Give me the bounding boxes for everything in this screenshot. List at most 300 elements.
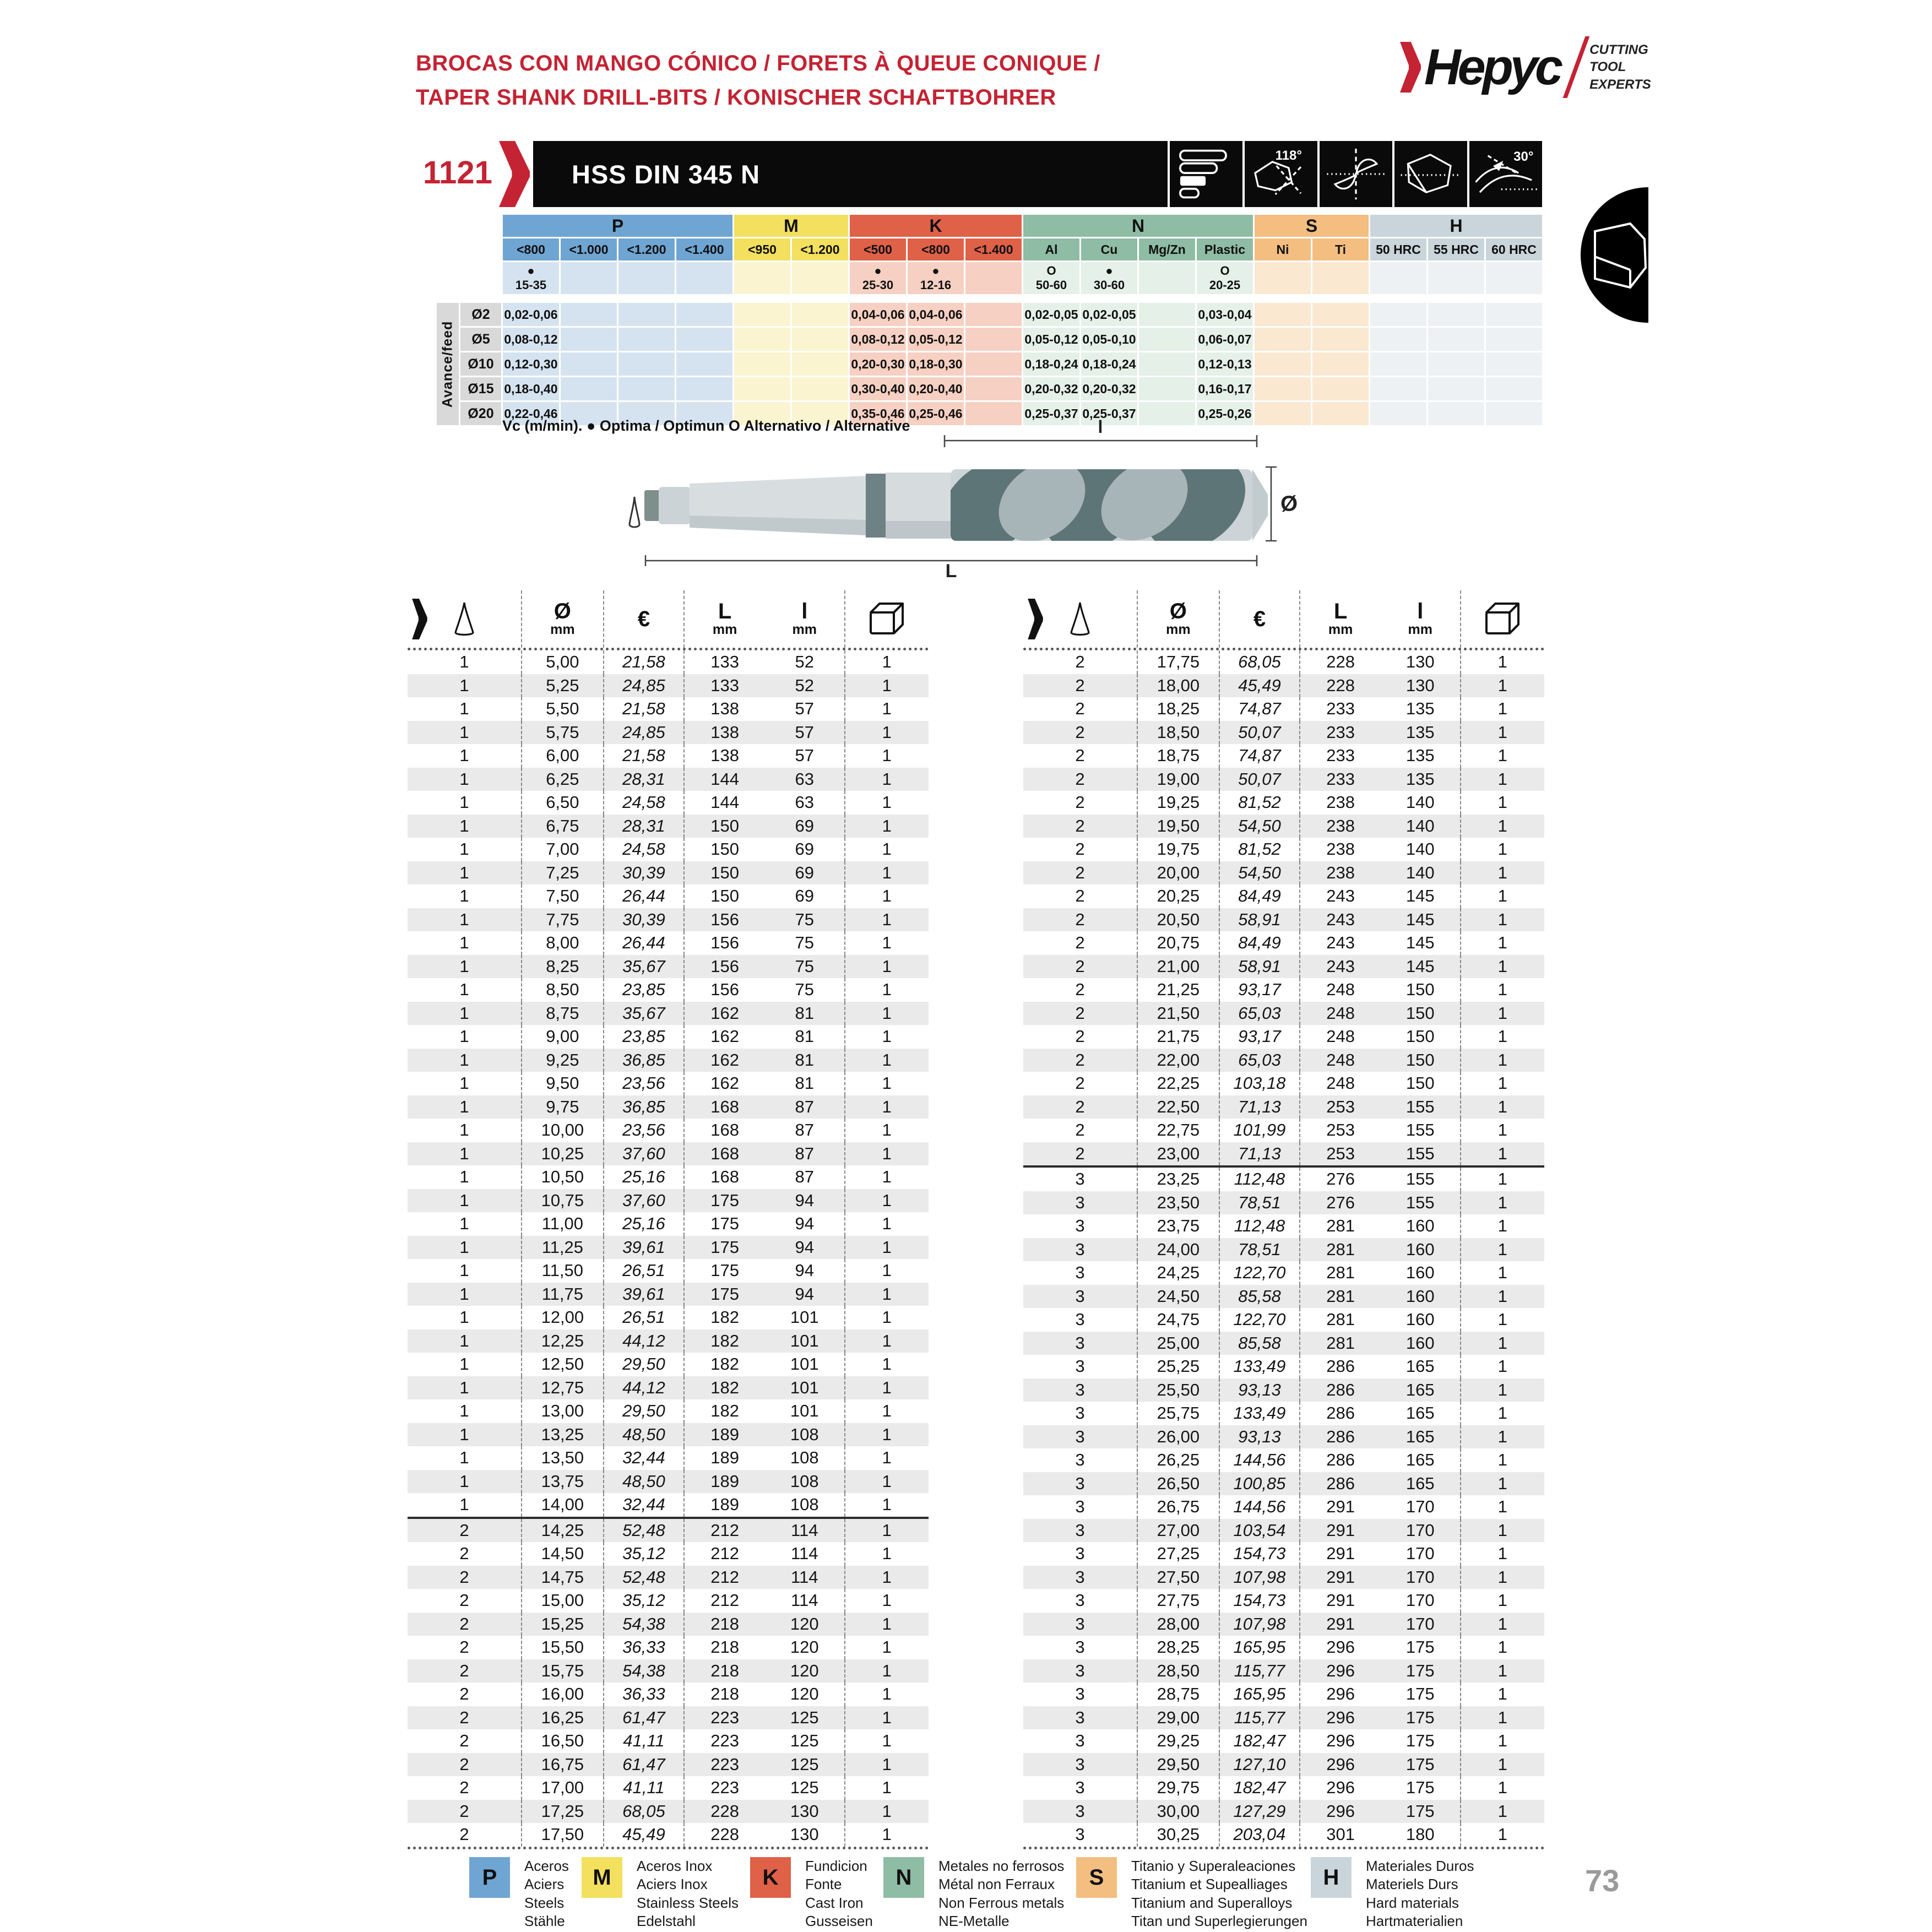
cell-pack: 1 bbox=[1497, 1801, 1507, 1821]
table-row bbox=[408, 1706, 929, 1730]
cell-length-L: 296 bbox=[1326, 1778, 1355, 1798]
price-table-header bbox=[408, 590, 929, 650]
cell-length-l: 87 bbox=[765, 1119, 845, 1142]
cell-price: 93,13 bbox=[1220, 1379, 1301, 1402]
cell-diameter: 25,00 bbox=[1138, 1332, 1220, 1355]
cell-diameter: 5,00 bbox=[522, 650, 604, 674]
cell-length-l: 120 bbox=[765, 1683, 845, 1706]
cell-length-l: 87 bbox=[765, 1165, 845, 1189]
cell-cone: 1 bbox=[408, 1446, 522, 1470]
feed-cell: 0,30-0,40 bbox=[850, 377, 906, 400]
cell-price: 39,61 bbox=[604, 1283, 685, 1306]
price-column-header bbox=[1220, 590, 1301, 648]
table-row bbox=[1023, 1095, 1544, 1119]
cell-pack: 1 bbox=[1497, 1192, 1507, 1212]
cell-diameter: 16,50 bbox=[522, 1729, 604, 1753]
cell-length-L: 189 bbox=[710, 1495, 739, 1515]
cell-pack: 1 bbox=[1497, 1754, 1507, 1774]
cone-icon bbox=[453, 601, 475, 637]
diameter-symbol: Ø bbox=[553, 599, 571, 624]
cell-length-L: 286 bbox=[1326, 1426, 1355, 1446]
cell-diameter: 25,25 bbox=[1138, 1355, 1220, 1379]
feed-cell bbox=[676, 303, 732, 326]
cell-length-L: 243 bbox=[1326, 886, 1355, 906]
cell-length-l: 165 bbox=[1381, 1355, 1461, 1379]
page-number: 73 bbox=[1585, 1863, 1620, 1898]
cell-pack: 1 bbox=[882, 769, 892, 789]
cell-price: 35,12 bbox=[604, 1542, 685, 1566]
page-title-line2: TAPER SHANK DRILL-BITS / KONISCHER SCHAFTBOHRER bbox=[416, 85, 1056, 110]
cell-cone: 3 bbox=[1023, 1238, 1138, 1262]
cell-diameter: 8,25 bbox=[522, 955, 604, 979]
vc-cell bbox=[1370, 262, 1426, 294]
cell-cone: 3 bbox=[1023, 1729, 1138, 1753]
cell-pack: 1 bbox=[882, 1377, 892, 1397]
cell-price: 85,58 bbox=[1220, 1285, 1301, 1309]
cell-length-L: 296 bbox=[1326, 1754, 1355, 1774]
feed-cell bbox=[1312, 352, 1369, 376]
cell-length-L: 182 bbox=[710, 1377, 739, 1397]
cell-pack: 1 bbox=[882, 1801, 892, 1821]
total-length-label: L bbox=[945, 561, 957, 578]
vc-cell: ● 12-16 bbox=[908, 262, 964, 294]
table-row bbox=[408, 1823, 929, 1847]
diameter-label: Ø bbox=[1280, 492, 1298, 516]
cell-pack: 1 bbox=[1497, 1239, 1507, 1259]
feed-cell bbox=[965, 377, 1022, 400]
cell-diameter: 26,50 bbox=[1138, 1472, 1220, 1496]
cell-cone: 3 bbox=[1023, 1402, 1138, 1425]
feed-cell: 0,25-0,37 bbox=[1081, 402, 1137, 425]
cell-length-L: 156 bbox=[710, 956, 739, 976]
cell-length-L: 182 bbox=[710, 1401, 739, 1421]
cell-diameter: 23,25 bbox=[1138, 1168, 1220, 1191]
cell-length-L: 162 bbox=[710, 1003, 739, 1023]
feed-cell bbox=[1428, 377, 1484, 400]
feed-cell bbox=[1255, 377, 1311, 400]
cell-diameter: 13,50 bbox=[522, 1446, 604, 1470]
helix-angle-30-icon bbox=[1467, 141, 1542, 207]
cell-length-l: 145 bbox=[1381, 931, 1461, 955]
cell-length-L: 248 bbox=[1326, 1003, 1355, 1023]
cell-cone: 3 bbox=[1023, 1800, 1138, 1824]
table-row bbox=[408, 697, 929, 721]
cell-price: 32,44 bbox=[604, 1446, 685, 1470]
cell-length-l: 170 bbox=[1381, 1519, 1461, 1543]
cell-pack: 1 bbox=[1497, 675, 1507, 695]
table-row bbox=[408, 721, 929, 745]
cell-cone: 1 bbox=[408, 1072, 522, 1095]
logo-chevron-icon bbox=[1400, 42, 1421, 93]
cell-pack: 1 bbox=[882, 1354, 892, 1374]
cell-length-L: 218 bbox=[710, 1637, 739, 1657]
cell-pack: 1 bbox=[1497, 1120, 1507, 1140]
cell-diameter: 30,00 bbox=[1138, 1800, 1220, 1824]
cell-pack: 1 bbox=[882, 1614, 892, 1633]
cell-length-L: 276 bbox=[1326, 1169, 1355, 1189]
cell-cone: 1 bbox=[408, 931, 522, 955]
cell-length-L: 238 bbox=[1326, 816, 1355, 835]
cell-cone: 1 bbox=[408, 1470, 522, 1494]
table-row bbox=[1023, 1355, 1544, 1379]
cell-length-l: 135 bbox=[1381, 721, 1461, 745]
cell-length-L: 243 bbox=[1326, 956, 1355, 976]
cell-length-l: 175 bbox=[1381, 1729, 1461, 1753]
cell-length-l: 175 bbox=[1381, 1706, 1461, 1730]
cell-price: 85,58 bbox=[1220, 1332, 1301, 1355]
cell-length-l: 81 bbox=[765, 1072, 845, 1095]
feed-cell: 0,18-0,24 bbox=[1081, 352, 1137, 376]
cell-cone: 3 bbox=[1023, 1379, 1138, 1402]
cell-length-l: 145 bbox=[1381, 884, 1461, 908]
cell-price: 21,58 bbox=[604, 650, 685, 674]
cell-cone: 1 bbox=[408, 1002, 522, 1025]
cell-pack: 1 bbox=[882, 909, 892, 929]
feed-cell bbox=[1255, 328, 1311, 351]
cell-length-L: 286 bbox=[1326, 1450, 1355, 1470]
material-group-N: N bbox=[1023, 215, 1253, 237]
cell-cone: 1 bbox=[408, 1353, 522, 1376]
cell-cone: 3 bbox=[1023, 1589, 1138, 1613]
table-row bbox=[1023, 1659, 1544, 1683]
cell-pack: 1 bbox=[1497, 1216, 1507, 1236]
vc-cell: ● 30-60 bbox=[1081, 262, 1137, 294]
cell-cone: 1 bbox=[408, 1423, 522, 1447]
pack-column-header bbox=[845, 590, 929, 648]
cell-cone: 2 bbox=[1023, 1095, 1138, 1119]
length-L-unit: mm bbox=[1328, 622, 1353, 638]
cell-length-L: 212 bbox=[710, 1520, 739, 1540]
cell-length-l: 69 bbox=[765, 861, 845, 885]
table-row bbox=[408, 1659, 929, 1683]
cell-pack: 1 bbox=[882, 1073, 892, 1093]
limit-N: Plastic bbox=[1197, 238, 1253, 261]
cell-length-l: 170 bbox=[1381, 1613, 1461, 1636]
feed-cell bbox=[792, 377, 848, 400]
cell-diameter: 7,00 bbox=[522, 838, 604, 861]
cell-length-l: 155 bbox=[1381, 1168, 1461, 1191]
length-l-unit: mm bbox=[792, 622, 817, 638]
cell-diameter: 7,75 bbox=[522, 908, 604, 932]
cell-cone: 2 bbox=[1023, 721, 1138, 745]
cone-column-header bbox=[1023, 590, 1138, 648]
feed-cell bbox=[1312, 402, 1369, 425]
table-row bbox=[1023, 861, 1544, 885]
cell-cone: 3 bbox=[1023, 1776, 1138, 1800]
feed-cell bbox=[734, 328, 790, 351]
length-L-unit: mm bbox=[712, 622, 737, 638]
cell-cone: 1 bbox=[408, 1259, 522, 1283]
feed-cell bbox=[1139, 352, 1195, 376]
cell-price: 54,38 bbox=[604, 1659, 685, 1683]
feed-cell bbox=[792, 352, 848, 376]
table-row bbox=[1023, 1566, 1544, 1589]
cell-cone: 3 bbox=[1023, 1706, 1138, 1730]
cell-length-l: 150 bbox=[1381, 1072, 1461, 1095]
table-row bbox=[408, 1306, 929, 1329]
table-row bbox=[408, 1025, 929, 1049]
feed-cell bbox=[1486, 352, 1542, 376]
feed-cell bbox=[1139, 328, 1195, 351]
cell-length-l: 155 bbox=[1381, 1191, 1461, 1215]
table-row bbox=[408, 1283, 929, 1306]
cell-diameter: 5,75 bbox=[522, 721, 604, 745]
feed-cell bbox=[1486, 303, 1542, 326]
cell-price: 45,49 bbox=[604, 1823, 685, 1847]
legend-text-P: Aceros Aciers Steels Stähle bbox=[524, 1858, 569, 1929]
cell-pack: 1 bbox=[882, 816, 892, 835]
cell-cone: 2 bbox=[1023, 1072, 1138, 1095]
cell-length-l: 108 bbox=[765, 1423, 845, 1447]
cell-cone: 1 bbox=[408, 697, 522, 721]
cell-length-l: 165 bbox=[1381, 1425, 1461, 1449]
table-row bbox=[408, 1683, 929, 1706]
cell-pack: 1 bbox=[1497, 933, 1507, 953]
cell-pack: 1 bbox=[1497, 1380, 1507, 1399]
cell-pack: 1 bbox=[1497, 1050, 1507, 1070]
feed-cell: 0,05-0,10 bbox=[1081, 328, 1137, 351]
feed-cell: 0,04-0,06 bbox=[850, 303, 906, 326]
length-L-symbol: L bbox=[1333, 599, 1348, 624]
product-chevron-icon bbox=[499, 141, 530, 207]
cell-length-l: 57 bbox=[765, 721, 845, 745]
cell-cone: 3 bbox=[1023, 1753, 1138, 1777]
cell-pack: 1 bbox=[1497, 1473, 1507, 1493]
cell-price: 122,70 bbox=[1220, 1261, 1301, 1285]
cell-pack: 1 bbox=[882, 1167, 892, 1187]
cell-diameter: 23,00 bbox=[1138, 1142, 1220, 1166]
cell-price: 103,18 bbox=[1220, 1072, 1301, 1095]
material-group-S: S bbox=[1255, 215, 1369, 237]
cell-length-l: 180 bbox=[1381, 1823, 1461, 1847]
table-row bbox=[408, 1753, 929, 1777]
cell-length-l: 155 bbox=[1381, 1119, 1461, 1142]
cell-diameter: 28,75 bbox=[1138, 1683, 1220, 1706]
limit-N: Cu bbox=[1081, 238, 1137, 261]
cell-price: 29,50 bbox=[604, 1399, 685, 1423]
feed-cell bbox=[734, 377, 790, 400]
feed-cell bbox=[676, 352, 732, 376]
limit-P: <800 bbox=[503, 238, 559, 261]
table-row bbox=[1023, 1238, 1544, 1262]
brand-logo bbox=[1400, 36, 1651, 98]
logo-tagline-3: EXPERTS bbox=[1589, 77, 1651, 92]
cell-pack: 1 bbox=[882, 1237, 892, 1257]
diameter-symbol: Ø bbox=[1169, 599, 1187, 624]
cell-diameter: 10,00 bbox=[522, 1119, 604, 1142]
cell-pack: 1 bbox=[1497, 816, 1507, 835]
cell-cone: 1 bbox=[408, 1306, 522, 1329]
cell-price: 65,03 bbox=[1220, 1002, 1301, 1025]
cell-cone: 3 bbox=[1023, 1519, 1138, 1543]
cell-price: 61,47 bbox=[604, 1753, 685, 1777]
cell-price: 84,49 bbox=[1220, 884, 1301, 908]
cell-length-l: 63 bbox=[765, 791, 845, 815]
cell-price: 23,85 bbox=[604, 1025, 685, 1049]
cell-length-L: 189 bbox=[710, 1471, 739, 1491]
chevron-icon bbox=[1025, 598, 1045, 640]
cell-length-L: 212 bbox=[710, 1591, 739, 1610]
cell-cone: 1 bbox=[408, 1236, 522, 1260]
cell-diameter: 6,25 bbox=[522, 768, 604, 791]
legend-text-N: Metales no ferrosos Métal non Ferraux Non Ferrous metals NE-Metalle bbox=[938, 1858, 1065, 1929]
cell-length-l: 108 bbox=[765, 1493, 845, 1517]
cell-pack: 1 bbox=[1497, 1567, 1507, 1587]
feed-cell: 0,20-0,30 bbox=[850, 352, 906, 376]
cell-cone: 1 bbox=[408, 838, 522, 861]
cell-length-l: 140 bbox=[1381, 838, 1461, 861]
limit-S: Ti bbox=[1312, 238, 1369, 261]
euro-symbol: € bbox=[1253, 607, 1266, 631]
table-row bbox=[1023, 884, 1544, 908]
feed-cell bbox=[676, 328, 732, 351]
cell-diameter: 8,75 bbox=[522, 1002, 604, 1025]
cell-length-l: 52 bbox=[765, 674, 845, 698]
cell-length-l: 69 bbox=[765, 884, 845, 908]
cell-length-l: 175 bbox=[1381, 1776, 1461, 1800]
cell-pack: 1 bbox=[1497, 1637, 1507, 1657]
cell-cone: 2 bbox=[408, 1729, 522, 1753]
cell-pack: 1 bbox=[882, 1471, 892, 1491]
product-icon-strip bbox=[1168, 141, 1542, 207]
cell-length-l: 75 bbox=[765, 955, 845, 979]
cell-price: 35,67 bbox=[604, 955, 685, 979]
cell-length-L: 243 bbox=[1326, 909, 1355, 929]
cell-diameter: 15,25 bbox=[522, 1613, 604, 1636]
feed-row-label: Ø5 bbox=[460, 328, 501, 351]
cross-section-icon bbox=[1317, 141, 1392, 207]
cell-length-l: 81 bbox=[765, 1002, 845, 1025]
cell-diameter: 8,00 bbox=[522, 931, 604, 955]
cell-length-l: 114 bbox=[765, 1589, 845, 1613]
cell-diameter: 28,25 bbox=[1138, 1636, 1220, 1659]
cell-length-l: 140 bbox=[1381, 791, 1461, 815]
cell-cone: 1 bbox=[408, 1165, 522, 1189]
cell-cone: 3 bbox=[1023, 1683, 1138, 1706]
product-bar bbox=[533, 141, 1542, 207]
cell-pack: 1 bbox=[1497, 1169, 1507, 1189]
cell-price: 48,50 bbox=[604, 1423, 685, 1447]
cell-diameter: 14,50 bbox=[522, 1542, 604, 1566]
feed-cell: 0,08-0,12 bbox=[850, 328, 906, 351]
cell-cone: 3 bbox=[1023, 1566, 1138, 1589]
cell-cone: 3 bbox=[1023, 1214, 1138, 1238]
cell-length-L: 133 bbox=[710, 652, 739, 672]
price-table-header bbox=[1023, 590, 1544, 650]
cell-price: 41,11 bbox=[604, 1729, 685, 1753]
table-row bbox=[408, 815, 929, 838]
point-geometry-icon bbox=[1392, 141, 1467, 207]
cell-diameter: 17,50 bbox=[522, 1823, 604, 1847]
feed-cell bbox=[1312, 377, 1369, 400]
cell-length-L: 281 bbox=[1326, 1239, 1355, 1259]
limit-K: <500 bbox=[850, 238, 906, 261]
cell-diameter: 27,00 bbox=[1138, 1519, 1220, 1543]
length-l-column-header bbox=[765, 590, 845, 648]
cell-pack: 1 bbox=[1497, 1097, 1507, 1116]
cell-diameter: 7,25 bbox=[522, 861, 604, 885]
cell-cone: 2 bbox=[408, 1659, 522, 1683]
cell-diameter: 15,00 bbox=[522, 1589, 604, 1613]
limit-H: 50 HRC bbox=[1370, 238, 1426, 261]
cell-price: 182,47 bbox=[1220, 1729, 1301, 1753]
cell-price: 84,49 bbox=[1220, 931, 1301, 955]
length-l-column-header bbox=[1381, 590, 1461, 648]
cell-diameter: 12,50 bbox=[522, 1353, 604, 1376]
cell-length-l: 94 bbox=[765, 1259, 845, 1283]
cell-diameter: 26,25 bbox=[1138, 1448, 1220, 1472]
cell-cone: 1 bbox=[408, 674, 522, 698]
shank-profile-icon bbox=[1168, 141, 1242, 207]
cell-pack: 1 bbox=[1497, 956, 1507, 976]
cell-price: 28,31 bbox=[604, 768, 685, 791]
cell-length-l: 120 bbox=[765, 1659, 845, 1683]
cell-length-l: 125 bbox=[765, 1729, 845, 1753]
cell-length-L: 162 bbox=[710, 1050, 739, 1070]
cell-length-L: 238 bbox=[1326, 839, 1355, 859]
cell-diameter: 27,75 bbox=[1138, 1589, 1220, 1613]
cell-length-L: 296 bbox=[1326, 1660, 1355, 1680]
cell-pack: 1 bbox=[882, 1520, 892, 1540]
cell-length-l: 57 bbox=[765, 744, 845, 768]
cell-diameter: 11,75 bbox=[522, 1283, 604, 1306]
table-row bbox=[408, 1376, 929, 1400]
cell-cone: 1 bbox=[408, 1329, 522, 1353]
cell-pack: 1 bbox=[882, 1591, 892, 1610]
cell-length-L: 162 bbox=[710, 1073, 739, 1093]
diameter-column-header bbox=[1138, 590, 1220, 648]
cell-cone: 1 bbox=[408, 884, 522, 908]
cell-length-L: 296 bbox=[1326, 1731, 1355, 1751]
cell-length-l: 114 bbox=[765, 1519, 845, 1543]
cell-pack: 1 bbox=[882, 1143, 892, 1163]
cell-cone: 2 bbox=[1023, 861, 1138, 885]
cell-length-l: 160 bbox=[1381, 1332, 1461, 1355]
cell-length-L: 248 bbox=[1326, 980, 1355, 1000]
vc-cell bbox=[1255, 262, 1311, 294]
table-row bbox=[408, 1353, 929, 1376]
cell-cone: 3 bbox=[1023, 1261, 1138, 1285]
cell-diameter: 9,25 bbox=[522, 1049, 604, 1072]
cell-length-l: 175 bbox=[1381, 1800, 1461, 1824]
cell-length-L: 218 bbox=[710, 1660, 739, 1680]
cell-pack: 1 bbox=[1497, 652, 1507, 672]
table-row bbox=[408, 1423, 929, 1447]
length-l-symbol: l bbox=[1417, 599, 1424, 624]
limit-P: <1.400 bbox=[676, 238, 732, 261]
feed-cell: 0,12-0,30 bbox=[503, 352, 559, 376]
feed-cell bbox=[1486, 377, 1542, 400]
cell-diameter: 20,00 bbox=[1138, 861, 1220, 885]
cell-pack: 1 bbox=[1497, 1143, 1507, 1163]
cell-length-L: 175 bbox=[710, 1214, 739, 1234]
cell-length-l: 81 bbox=[765, 1049, 845, 1072]
cell-pack: 1 bbox=[1497, 1333, 1507, 1353]
logo-tagline-1: CUTTING bbox=[1589, 42, 1648, 58]
cell-cone: 2 bbox=[408, 1636, 522, 1659]
cell-pack: 1 bbox=[882, 1448, 892, 1468]
cell-price: 24,85 bbox=[604, 721, 685, 745]
cell-length-l: 69 bbox=[765, 815, 845, 838]
cell-cone: 3 bbox=[1023, 1495, 1138, 1519]
logo-tagline-2: TOOL bbox=[1589, 59, 1626, 75]
feed-cell: 0,20-0,32 bbox=[1023, 377, 1079, 400]
cell-diameter: 11,50 bbox=[522, 1259, 604, 1283]
cell-length-l: 145 bbox=[1381, 955, 1461, 979]
cell-cone: 1 bbox=[408, 1212, 522, 1236]
cell-length-l: 130 bbox=[765, 1800, 845, 1824]
cutting-conditions-table bbox=[437, 215, 1542, 425]
